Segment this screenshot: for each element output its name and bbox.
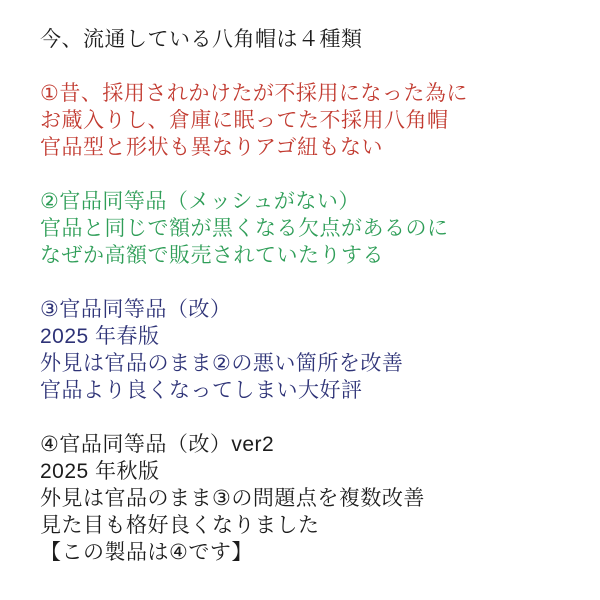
text-line: 官品型と形状も異なりアゴ紐もない — [40, 136, 383, 159]
text-line: 見た目も格好良くなりました — [40, 514, 320, 537]
text-line: 官品より良くなってしまい大好評 — [40, 379, 363, 402]
text-line: ①昔、採用されかけたが不採用になった為に — [40, 82, 468, 105]
text-line: ②官品同等品（メッシュがない） — [40, 190, 360, 213]
text-line: ③官品同等品（改） — [40, 298, 232, 321]
section-item-1 — [40, 80, 576, 161]
text-line: ④官品同等品（改）ver2 — [40, 433, 275, 456]
section-item-2 — [40, 188, 576, 269]
text-line: 2025 年春版 — [40, 325, 160, 348]
text-content — [40, 26, 576, 566]
text-line: 2025 年秋版 — [40, 460, 160, 483]
section-item-4 — [40, 431, 576, 566]
text-line: 【この製品は④です】 — [40, 541, 253, 564]
title-line: 今、流通している八角帽は４種類 — [40, 28, 363, 51]
text-line: 官品と同じで額が黒くなる欠点があるのに — [40, 217, 449, 240]
text-line: 外見は官品のまま②の悪い箇所を改善 — [40, 352, 404, 375]
text-line: お蔵入りし、倉庫に眠ってた不採用八角帽 — [40, 109, 449, 132]
text-line: なぜか高額で販売されていたりする — [40, 244, 384, 267]
section-item-3 — [40, 296, 576, 404]
text-line: 外見は官品のまま③の問題点を複数改善 — [40, 487, 425, 510]
